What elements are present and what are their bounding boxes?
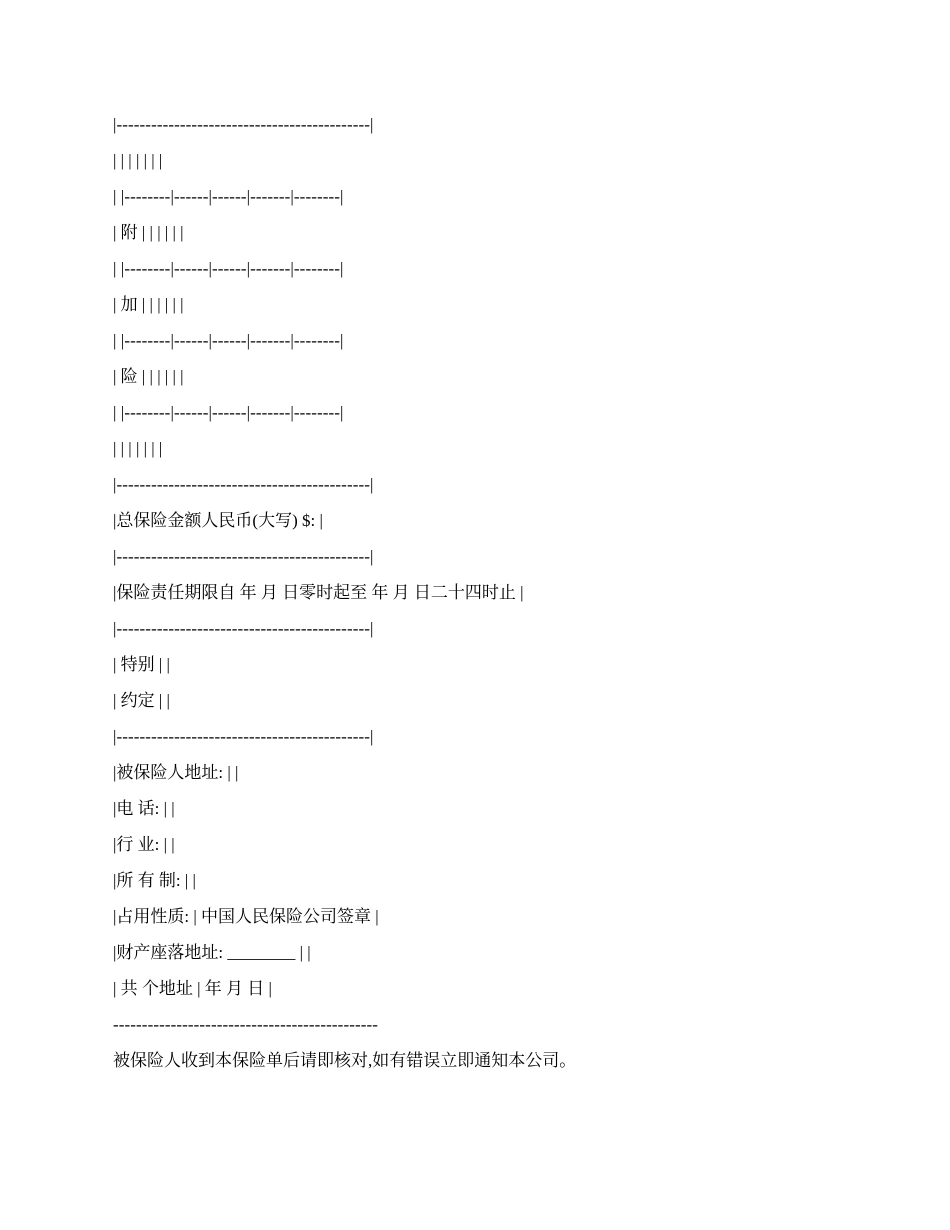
rider-row-fu: | 附 | | | | | | xyxy=(113,223,184,242)
rider-row-xian: | 险 | | | | | | xyxy=(113,367,184,386)
industry: |行 业: | | xyxy=(113,835,175,854)
special-terms-label-1: | 特别 | | xyxy=(113,655,170,674)
insured-address: |被保险人地址: | | xyxy=(113,763,239,782)
ownership: |所 有 制: | | xyxy=(113,871,196,890)
coverage-period: |保险责任期限自 年 月 日零时起至 年 月 日二十四时止 | xyxy=(113,583,524,602)
table-border-bottom: ---------------------------------------------- xyxy=(113,1015,379,1034)
rider-row-separator-2: | |--------|------|------|-------|--------| xyxy=(113,259,344,278)
total-insured-amount: |总保险金额人民币(大写) $: | xyxy=(113,511,323,530)
verification-notice: 被保险人收到本保险单后请即核对,如有错误立即通知本公司。 xyxy=(113,1051,577,1070)
property-location: |财产座落地址: ________ | | xyxy=(113,943,311,962)
rider-row-jia: | 加 | | | | | | xyxy=(113,295,184,314)
special-terms-label-2: | 约定 | | xyxy=(113,691,170,710)
rider-row-separator-3: | |--------|------|------|-------|--------| xyxy=(113,331,344,350)
occupancy-and-seal: |占用性质: | 中国人民保险公司签章 | xyxy=(113,907,379,926)
address-count-and-date: | 共 个地址 | 年 月 日 | xyxy=(113,979,272,998)
table-border-3: |--------------------------------------------| xyxy=(113,547,374,566)
table-border-2: |--------------------------------------------| xyxy=(113,475,374,494)
policy-document xyxy=(113,112,873,1084)
rider-row-blank-2: | | | | | | | xyxy=(113,439,163,458)
rider-row-blank-1: | | | | | | | xyxy=(113,151,163,170)
table-border-top: |--------------------------------------------| xyxy=(113,115,374,134)
phone: |电 话: | | xyxy=(113,799,175,818)
table-border-4: |--------------------------------------------| xyxy=(113,619,374,638)
rider-row-separator-1: | |--------|------|------|-------|--------| xyxy=(113,187,344,206)
table-border-5: |--------------------------------------------| xyxy=(113,727,374,746)
rider-row-separator-4: | |--------|------|------|-------|--------| xyxy=(113,403,344,422)
